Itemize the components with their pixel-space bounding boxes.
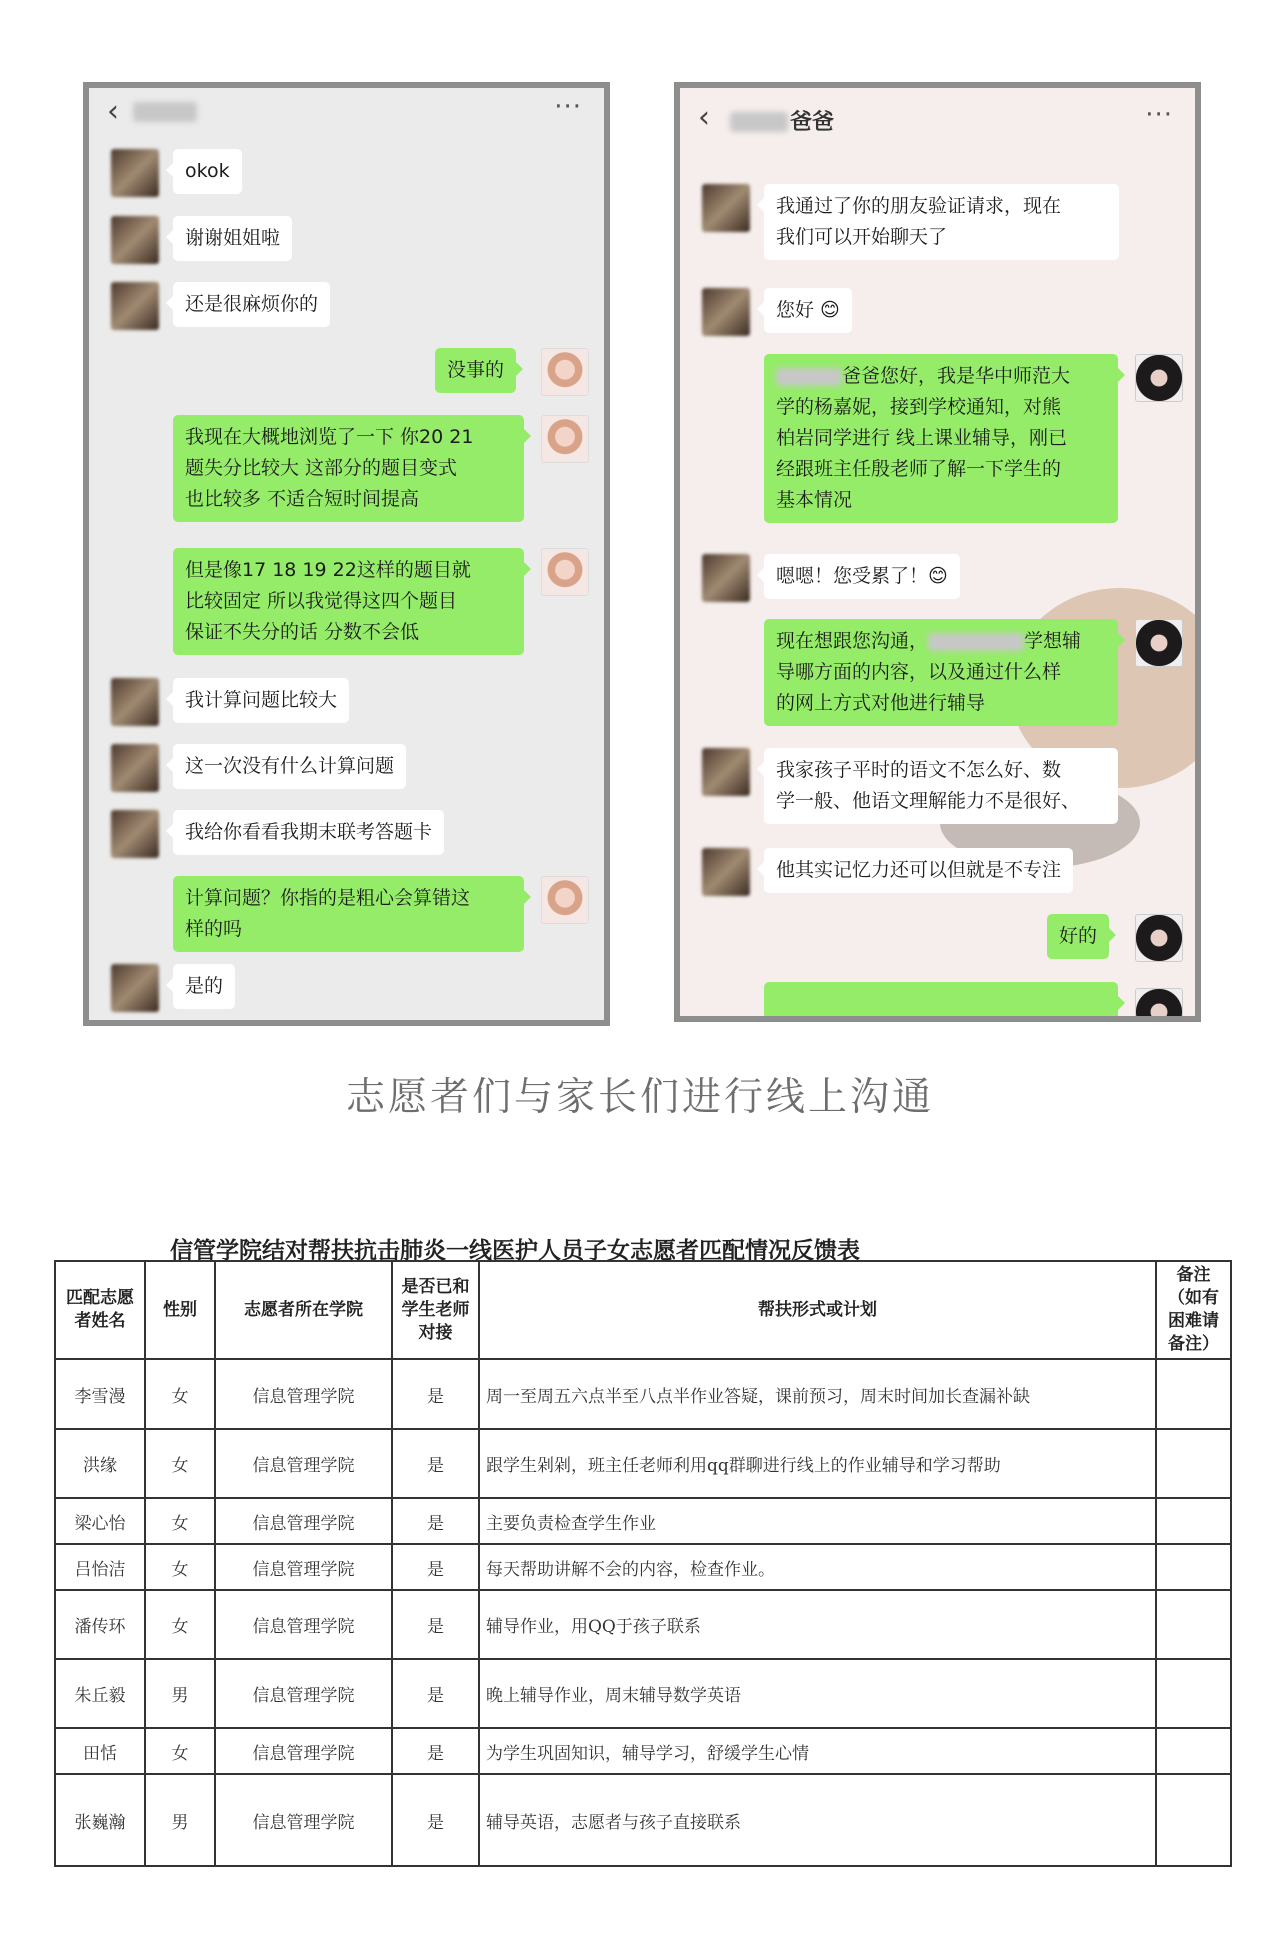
chat-message: okok <box>173 149 242 194</box>
chat-message: 我计算问题比较大 <box>173 678 349 723</box>
cell-note <box>1156 1590 1231 1659</box>
column-header: 性别 <box>145 1261 215 1359</box>
cell-gender: 男 <box>145 1774 215 1866</box>
contact-avatar <box>111 964 159 1012</box>
blurred-name <box>776 368 842 386</box>
volunteer-avatar <box>1135 988 1183 1022</box>
cell-name: 吕怡洁 <box>55 1544 145 1590</box>
volunteer-avatar <box>541 876 589 924</box>
chat-message: 没事的 <box>435 348 516 393</box>
contact-avatar <box>111 216 159 264</box>
volunteer-matching-table <box>54 1260 1232 1867</box>
table-row <box>55 1590 1231 1659</box>
cell-connected: 是 <box>392 1774 479 1866</box>
cell-name: 张巍瀚 <box>55 1774 145 1866</box>
table-row <box>55 1728 1231 1774</box>
cell-note <box>1156 1498 1231 1544</box>
cell-name: 田恬 <box>55 1728 145 1774</box>
contact-avatar <box>702 748 750 796</box>
blurred-name <box>928 633 1024 651</box>
cell-gender: 女 <box>145 1544 215 1590</box>
volunteer-avatar <box>541 415 589 463</box>
cell-college: 信息管理学院 <box>215 1498 392 1544</box>
cell-note <box>1156 1359 1231 1429</box>
back-arrow-icon[interactable]: ‹ <box>107 94 119 129</box>
blurred-contact-name <box>730 112 788 132</box>
column-header: 匹配志愿者姓名 <box>55 1261 145 1359</box>
volunteer-avatar <box>1135 619 1183 667</box>
more-options-icon[interactable]: ··· <box>1145 100 1173 130</box>
table-row <box>55 1359 1231 1429</box>
cell-plan: 晚上辅导作业，周末辅导数学英语 <box>479 1659 1156 1728</box>
column-header: 备注（如有困难请备注） <box>1156 1261 1231 1359</box>
chat-message: 他其实记忆力还可以但就是不专注 <box>764 848 1073 893</box>
cell-plan: 辅导英语，志愿者与孩子直接联系 <box>479 1774 1156 1866</box>
chat-message: 是的 <box>173 964 235 1009</box>
cell-gender: 男 <box>145 1659 215 1728</box>
cell-connected: 是 <box>392 1659 479 1728</box>
contact-avatar <box>111 678 159 726</box>
cell-college: 信息管理学院 <box>215 1728 392 1774</box>
cell-college: 信息管理学院 <box>215 1359 392 1429</box>
cell-name: 洪缘 <box>55 1429 145 1498</box>
more-options-icon[interactable]: ··· <box>554 92 582 122</box>
volunteer-avatar <box>541 548 589 596</box>
cell-name: 梁心怡 <box>55 1498 145 1544</box>
chat-message-partial <box>764 982 1118 1022</box>
contact-avatar <box>702 848 750 896</box>
chat-message: 但是像17 18 19 22这样的题目就 比较固定 所以我觉得这四个题目 保证不失分的话 分数不会低 <box>173 548 524 655</box>
cell-plan: 辅导作业，用QQ于孩子联系 <box>479 1590 1156 1659</box>
cell-plan: 为学生巩固知识，辅导学习，舒缓学生心情 <box>479 1728 1156 1774</box>
cell-connected: 是 <box>392 1590 479 1659</box>
chat-title: 爸爸 <box>790 110 835 135</box>
cell-college: 信息管理学院 <box>215 1429 392 1498</box>
cell-gender: 女 <box>145 1359 215 1429</box>
chat-message: 爸爸您好，我是华中师范大 学的杨嘉妮，接到学校通知，对熊 柏岩同学进行 线上课业辅导，刚已 经跟班主任殷老师了解一下学生的 基本情况 <box>764 354 1118 523</box>
cell-note <box>1156 1659 1231 1728</box>
image-caption: 志愿者们与家长们进行线上沟通 <box>345 1075 934 1120</box>
cell-name: 朱丘毅 <box>55 1659 145 1728</box>
volunteer-avatar <box>1135 914 1183 962</box>
cell-note <box>1156 1728 1231 1774</box>
contact-avatar <box>111 282 159 330</box>
table-row <box>55 1498 1231 1544</box>
cell-college: 信息管理学院 <box>215 1659 392 1728</box>
cell-note <box>1156 1544 1231 1590</box>
contact-avatar <box>702 288 750 336</box>
cell-college: 信息管理学院 <box>215 1544 392 1590</box>
chat-message: 好的 <box>1047 914 1109 959</box>
contact-avatar <box>702 554 750 602</box>
table-row <box>55 1774 1231 1866</box>
blurred-contact-name <box>133 102 197 122</box>
cell-connected: 是 <box>392 1728 479 1774</box>
cell-gender: 女 <box>145 1498 215 1544</box>
cell-gender: 女 <box>145 1728 215 1774</box>
cell-college: 信息管理学院 <box>215 1774 392 1866</box>
column-header: 是否已和学生老师对接 <box>392 1261 479 1359</box>
table-row <box>55 1429 1231 1498</box>
table-header-row <box>55 1261 1231 1359</box>
back-arrow-icon[interactable]: ‹ <box>698 100 710 135</box>
chat-message: 我给你看看我期末联考答题卡 <box>173 810 444 855</box>
chat-header <box>89 88 604 144</box>
chat-message: 计算问题？你指的是粗心会算错这 样的吗 <box>173 876 524 952</box>
chat-message: 我现在大概地浏览了一下 你20 21 题失分比较大 这部分的题目变式 也比较多 不适合短时间提高 <box>173 415 524 522</box>
cell-connected: 是 <box>392 1498 479 1544</box>
cell-connected: 是 <box>392 1429 479 1498</box>
contact-avatar <box>702 184 750 232</box>
table-row <box>55 1659 1231 1728</box>
cell-connected: 是 <box>392 1544 479 1590</box>
contact-avatar <box>111 744 159 792</box>
chat-message: 这一次没有什么计算问题 <box>173 744 406 789</box>
cell-gender: 女 <box>145 1590 215 1659</box>
table-row <box>55 1544 1231 1590</box>
chat-screenshot-left <box>83 82 610 1026</box>
cell-name: 潘传环 <box>55 1590 145 1659</box>
chat-message: 谢谢姐姐啦 <box>173 216 292 261</box>
cell-name: 李雪漫 <box>55 1359 145 1429</box>
cell-plan: 每天帮助讲解不会的内容，检查作业。 <box>479 1544 1156 1590</box>
chat-message: 我通过了你的朋友验证请求，现在 我们可以开始聊天了 <box>764 184 1119 260</box>
chat-message: 嗯嗯！您受累了！😊 <box>764 554 960 599</box>
chat-message: 我家孩子平时的语文不怎么好、数 学一般、他语文理解能力不是很好、 <box>764 748 1118 824</box>
chat-screenshot-right <box>674 82 1201 1022</box>
contact-avatar <box>111 810 159 858</box>
cell-plan: 周一至周五六点半至八点半作业答疑，课前预习，周末时间加长查漏补缺 <box>479 1359 1156 1429</box>
cell-note <box>1156 1774 1231 1866</box>
chat-header <box>680 88 1195 152</box>
chat-message: 现在想跟您沟通， 学想辅 导哪方面的内容，以及通过什么样 的网上方式对他进行辅导 <box>764 619 1118 726</box>
chat-message: 您好 😊 <box>764 288 852 333</box>
cell-connected: 是 <box>392 1359 479 1429</box>
table-title: 信管学院结对帮扶抗击肺炎一线医护人员子女志愿者匹配情况反馈表 <box>170 1237 860 1264</box>
chat-message: 还是很麻烦你的 <box>173 282 330 327</box>
cell-plan: 主要负责检查学生作业 <box>479 1498 1156 1544</box>
contact-avatar <box>111 149 159 197</box>
cell-note <box>1156 1429 1231 1498</box>
volunteer-avatar <box>541 348 589 396</box>
column-header: 帮扶形式或计划 <box>479 1261 1156 1359</box>
cell-college: 信息管理学院 <box>215 1590 392 1659</box>
column-header: 志愿者所在学院 <box>215 1261 392 1359</box>
cell-gender: 女 <box>145 1429 215 1498</box>
volunteer-avatar <box>1135 354 1183 402</box>
cell-plan: 跟学生剁剁，班主任老师利用qq群聊进行线上的作业辅导和学习帮助 <box>479 1429 1156 1498</box>
